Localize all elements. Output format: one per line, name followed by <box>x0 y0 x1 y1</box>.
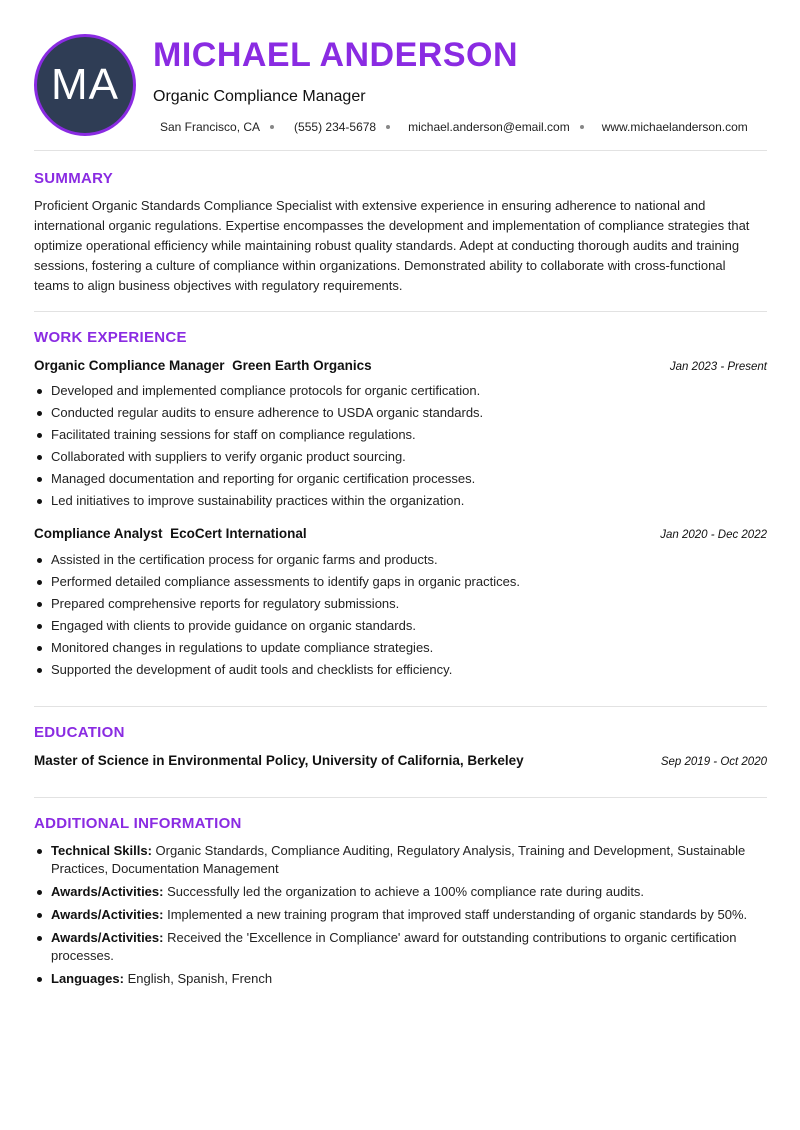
item-text: Received the 'Excellence in Compliance' award for outstanding contributions to organic certification processes. <box>51 930 737 963</box>
item-text: English, Spanish, French <box>127 971 273 986</box>
divider <box>34 797 767 798</box>
education-heading: EDUCATION <box>34 724 125 741</box>
job-dates: Jan 2023 - Present <box>669 361 767 373</box>
job-role-company <box>34 358 372 373</box>
job-company: Green Earth Organics <box>232 358 372 373</box>
divider <box>34 150 767 151</box>
item-text: Organic Standards, Compliance Auditing, Regulatory Analysis, Training and Development, Sustainable Practices, Documentation Management <box>51 843 746 876</box>
education-dates: Sep 2019 - Oct 2020 <box>660 756 767 768</box>
list-item: Monitored changes in regulations to update compliance strategies. <box>34 639 767 657</box>
avatar-initials: MA <box>51 60 119 109</box>
contact-phone: (555) 234-5678 <box>294 120 377 134</box>
job-role-company <box>34 526 307 541</box>
degree: Master of Science in Environmental Policy, University of California, Berkeley <box>34 753 524 768</box>
job-header <box>34 526 767 541</box>
job-bullets <box>34 382 767 514</box>
list-item: Facilitated training sessions for staff on compliance regulations. <box>34 426 767 444</box>
summary-text: Proficient Organic Standards Compliance Specialist with extensive experience in ensuring adherence to national and international organic regulations. Expertise encompasses the development and implementation of compliance strategies that optimize operational efficiency while maintaining robust quality standards. Adept at conducting thorough audits and training sessions, fostering a culture of compliance within organizations. Demonstrated ability to collaborate with cross-functional teams to align business objectives with regulatory requirements. <box>34 198 750 293</box>
additional-info-heading: ADDITIONAL INFORMATION <box>34 815 242 832</box>
job-role: Organic Compliance Manager <box>34 358 225 373</box>
list-item <box>34 883 767 901</box>
list-item <box>34 906 767 924</box>
job-header <box>34 358 767 373</box>
list-item: Developed and implemented compliance protocols for organic certification. <box>34 382 767 400</box>
list-item <box>34 842 767 878</box>
contact-bar <box>160 120 748 134</box>
list-item: Assisted in the certification process for organic farms and products. <box>34 551 767 569</box>
list-item: Managed documentation and reporting for organic certification processes. <box>34 470 767 488</box>
list-item: Performed detailed compliance assessments to identify gaps in organic practices. <box>34 573 767 591</box>
list-item <box>34 970 767 988</box>
item-label: Awards/Activities: <box>51 930 164 945</box>
job-bullets <box>34 551 767 683</box>
list-item: Conducted regular audits to ensure adherence to USDA organic standards. <box>34 404 767 422</box>
work-experience-heading: WORK EXPERIENCE <box>34 329 187 346</box>
divider <box>34 311 767 312</box>
divider <box>34 706 767 707</box>
additional-info-list <box>34 842 767 993</box>
candidate-name: MICHAEL ANDERSON <box>153 36 519 74</box>
contact-location: San Francisco, CA <box>160 120 261 134</box>
education-entry <box>34 753 767 768</box>
list-item: Engaged with clients to provide guidance on organic standards. <box>34 617 767 635</box>
avatar <box>34 34 136 136</box>
job-role: Compliance Analyst <box>34 526 163 541</box>
item-label: Awards/Activities: <box>51 884 164 899</box>
list-item: Led initiatives to improve sustainability practices within the organization. <box>34 492 767 510</box>
contact-website[interactable]: www.michaelanderson.com <box>601 120 748 134</box>
list-item: Supported the development of audit tools and checklists for efficiency. <box>34 661 767 679</box>
list-item <box>34 929 767 965</box>
item-label: Technical Skills: <box>51 843 152 858</box>
item-text: Successfully led the organization to achieve a 100% compliance rate during audits. <box>167 884 645 899</box>
separator-dot-icon <box>580 125 584 129</box>
job-company: EcoCert International <box>170 526 307 541</box>
job-title: Organic Compliance Manager <box>153 88 366 105</box>
separator-dot-icon <box>270 125 274 129</box>
job-dates: Jan 2020 - Dec 2022 <box>660 529 767 541</box>
item-label: Languages: <box>51 971 124 986</box>
contact-email[interactable]: michael.anderson@email.com <box>408 120 570 134</box>
list-item: Prepared comprehensive reports for regulatory submissions. <box>34 595 767 613</box>
separator-dot-icon <box>386 125 390 129</box>
item-label: Awards/Activities: <box>51 907 164 922</box>
item-text: Implemented a new training program that improved staff understanding of organic standards by 50%. <box>167 907 748 922</box>
list-item: Collaborated with suppliers to verify organic product sourcing. <box>34 448 767 466</box>
summary-heading: SUMMARY <box>34 170 114 187</box>
